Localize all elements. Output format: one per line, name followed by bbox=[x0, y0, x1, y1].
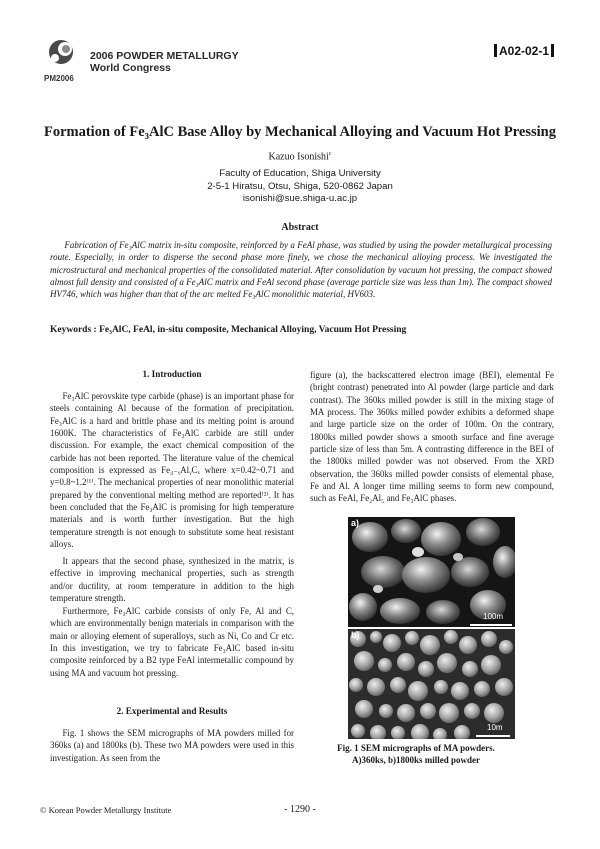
author-name: Kazuo Isonishi bbox=[268, 151, 329, 163]
affiliation-line-2: 2-5-1 Hiratsu, Otsu, Shiga, 520-0862 Japan bbox=[207, 180, 393, 192]
section-1-heading: 1. Introduction bbox=[142, 369, 202, 379]
page-number: - 1290 - bbox=[284, 804, 316, 815]
paper-title: Formation of Fe₃AlC Base Alloy by Mechanical Alloying and Vacuum Hot Pressing bbox=[43, 124, 556, 140]
figure-a-scale-bar bbox=[470, 624, 512, 626]
figure-a-label: a) bbox=[351, 518, 360, 528]
section-1-paragraph-1: Fe₃AlC perovskite type carbide (phase) is an important phase for steels containing Al because of the formation of precipitation. Fe₃AlC is a hard and brittle phase and its melting point is around 1600K. The characteristics of Fe₃AlC carbide are still under discussion. For example, the exact chemical composition of the carbide has not been reported. The literature value of the chemical composition is expressed as Fe₄₋ᵧAlᵧCₓ where x=0.42~0.71 and y=0.8~1.2⁽¹⁾. The mechanical properties of near monolithic material prepared by the conventional melting method are reported⁽²⁾. It has been concluded that the Fe₃AlC is promising for high temperature materials and is worth further investigation. But the high temperature strength is not enough to substitute some heat resistant alloys. bbox=[50, 391, 294, 550]
conference-name bbox=[90, 50, 239, 74]
logo-text: PM2006 bbox=[44, 74, 74, 83]
conference-line-1: 2006 POWDER METALLURGY bbox=[90, 50, 239, 62]
paper-code bbox=[492, 44, 556, 58]
abstract-text: Fabrication of Fe₃AlC matrix in-situ composite, reinforced by a FeAl phase, was studied by using the powder metallurgical processing route. Especially, in order to disperse the second phase more finely, we chose the mechanical alloying process. We investigated the microstructural and mechanical properties of the consolidated material. After consolidation by vacuum hot pressing, the compact showed almost full density and consisted of a Fe₃AlC matrix and FeAl second phase (average particle size was less than 1m). The compact showed HV746, which was higher than that of the arc melted Fe₃AlC monolithic material, HV603. bbox=[50, 240, 552, 300]
sem-micrograph-a bbox=[348, 517, 515, 627]
section-1-paragraph-3: Furthermore, Fe₃AlC carbide consists of only Fe, Al and C, which are environmentally benign materials in comparison with the main or alloying element of superalloys, such as Ni, Co and Cr etc. In this investigation, we try to fabricate Fe₃AlC based in-situ composite reinforced by a B2 type FeAl intermetallic compound by using MA and vacuum hot pressing. bbox=[50, 606, 294, 678]
code-bar-right bbox=[551, 44, 554, 57]
affiliation-email: isonishi@sue.shiga-u.ac.jp bbox=[242, 193, 358, 204]
section-1-paragraph-2: It appears that the second phase, synthesized in the matrix, is effective in improving mechanical properties, such as strength and/or ductility, at room temperature in addition to the high temperature strength. bbox=[50, 556, 294, 604]
author bbox=[0, 151, 600, 162]
figure-caption bbox=[300, 742, 532, 766]
figure-b-scale-label: 10m bbox=[487, 723, 503, 732]
code-bar-left bbox=[494, 44, 497, 57]
affiliation bbox=[0, 168, 600, 206]
section-2-paragraph-1: Fig. 1 shows the SEM micrographs of MA powders milled for 360ks (a) and 1800ks (b). These two MA powders were used in this investigation. As seen from the bbox=[50, 728, 294, 763]
figure-b-scale-bar bbox=[476, 735, 510, 737]
author-mark: c bbox=[328, 151, 332, 157]
figure-caption-line-2: A)360ks, b)1800ks milled powder bbox=[351, 755, 480, 765]
section-2-heading: 2. Experimental and Results bbox=[116, 706, 228, 716]
footer-copyright: © Korean Powder Metallurgy Institute bbox=[40, 805, 172, 815]
abstract-heading: Abstract bbox=[281, 222, 319, 233]
paper-code-text: A02-02-1 bbox=[499, 44, 550, 58]
keywords: Keywords : Fe₃AlC, FeAl, in-situ composite, Mechanical Alloying, Vacuum Hot Pressing bbox=[50, 325, 407, 335]
figure-b-label: b) bbox=[351, 630, 360, 640]
section-2-paragraph-1-continued: figure (a), the backscattered electron image (BEI), elemental Fe (bright contrast) penetrated into Al powder (large particle and dark contrast). The 360ks milled powder is still in the mixing stage of MA process. The 360ks milled powder exhibits a deformed shape and large particle size on the order of 100m. On the contrary, 1800ks milled powder shows a smooth surface and fine average particle size of less than 5m. A contrasting difference in the BEI of the 1800ks milled powder was not observed. From the XRD observation, the 360ks milled powder consists of elemental phase, Fe and Al. A longer time milling seems to form new compound, such as FeAl, Fe₂Al₅ and Fe₃AlC phases. bbox=[310, 370, 554, 504]
figure-caption-line-1: Fig. 1 SEM micrographs of MA powders. bbox=[337, 743, 495, 753]
conference-line-2: World Congress bbox=[90, 62, 171, 74]
affiliation-line-1: Faculty of Education, Shiga University bbox=[219, 168, 381, 179]
figure-a-scale-label: 100m bbox=[483, 612, 504, 621]
